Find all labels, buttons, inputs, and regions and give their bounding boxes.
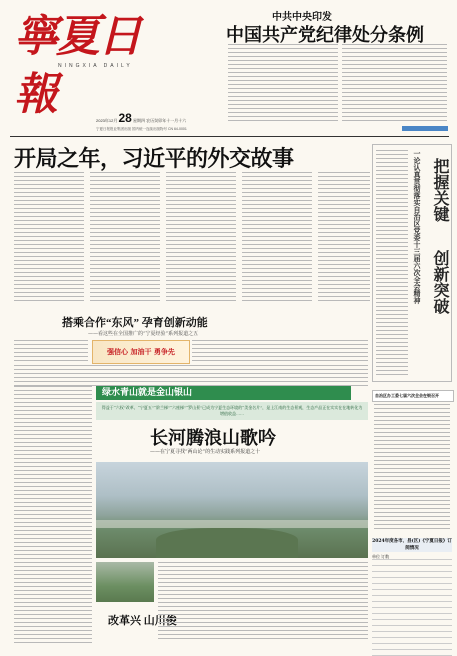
top-story-body-left — [228, 44, 338, 124]
rating-headline-box — [372, 390, 454, 402]
commentary-title-1: 把握关键 — [431, 158, 448, 222]
issue-publisher-line1: 宁夏日报报业集团出版 — [96, 127, 131, 131]
feature-body-col1 — [14, 340, 88, 362]
subscription-table — [372, 554, 452, 656]
top-divider — [10, 136, 449, 137]
commentary-subtitle: 一论认真贯彻落实自治区党委十三届六次全会精神 — [413, 150, 421, 304]
issue-number: 28 — [118, 111, 132, 125]
poetry-subtitle: ——在宁夏寻找“两山论”的生动实践系列报道之十 — [150, 449, 261, 455]
top-story-link-strip — [402, 126, 448, 131]
left-strip-body — [14, 386, 92, 644]
lead-title: 开局之年，习近平的外交故事 — [14, 146, 294, 171]
commentary-title-2: 创新突破 — [431, 250, 448, 314]
bottom-body — [158, 562, 368, 642]
top-story-kicker: 中共中央印发 — [272, 12, 332, 23]
feature-body-right — [192, 340, 368, 362]
feature-subtitle: ——看这些在全国推广的“宁夏经验”系列报道之五 — [88, 331, 199, 337]
landscape-photo — [96, 462, 368, 558]
table-row — [372, 650, 452, 656]
bottom-photo — [96, 562, 154, 602]
feature-body-bottom — [14, 365, 368, 387]
lead-body-col3 — [166, 172, 236, 304]
issue-publisher — [96, 127, 226, 132]
commentary-body — [376, 150, 408, 375]
slogan-banner — [92, 340, 190, 364]
issue-publisher-line2: 国内统一连续出版物号 CN 64-0001 — [131, 127, 187, 131]
top-story-title: 中国共产党纪律处分条例 — [226, 25, 424, 45]
lead-body-col4 — [242, 172, 312, 304]
issue-lunar: 农历癸卯年十一月十六 — [146, 118, 187, 123]
green-ribbon — [96, 386, 351, 400]
lead-body-col2 — [90, 172, 160, 304]
issue-weekday: 星期四 — [132, 118, 145, 123]
green-ribbon-title: 绿水青山就是金山银山 — [102, 388, 193, 398]
masthead-logo: 寧夏日報 — [14, 11, 140, 120]
feature-title: 搭乘合作“东风” 孕育创新动能 — [62, 317, 208, 329]
lead-body-col5 — [318, 172, 370, 304]
poetry-title: 长河腾浪山歌吟 — [150, 428, 276, 448]
top-story-body-right — [342, 44, 447, 124]
slogan-text: 强信心 加油干 勇争先 — [107, 347, 175, 356]
bottom-title: 改革兴 山川俊 — [108, 615, 177, 627]
terraced-hill — [156, 528, 298, 558]
poetry-banner — [96, 402, 368, 420]
poetry-banner-text: 得益于“六权”改革、“宁夏五”“阶兰梯”“六座梯”“罗山景”已成为宁夏生态环境的“美金名片”，是上江南的生态景观，生态产品正在实实在在地转化为增值收益…… — [101, 405, 363, 416]
issue-date: 2023年12月 — [96, 118, 118, 123]
rating-headline: 自治区办工委七届六次全会在银召开 — [375, 393, 439, 398]
masthead-subtitle: NINGXIA DAILY — [58, 63, 133, 69]
subscription-table-title: 2024年度各市、县(区)《宁夏日报》订阅情况 — [372, 539, 452, 551]
river-reflection — [96, 520, 368, 528]
subscription-table-header-text: 单位 订数 — [372, 554, 390, 559]
subscription-table-header-box — [372, 538, 452, 552]
rating-body — [374, 404, 450, 532]
lead-body-col1 — [14, 172, 84, 304]
